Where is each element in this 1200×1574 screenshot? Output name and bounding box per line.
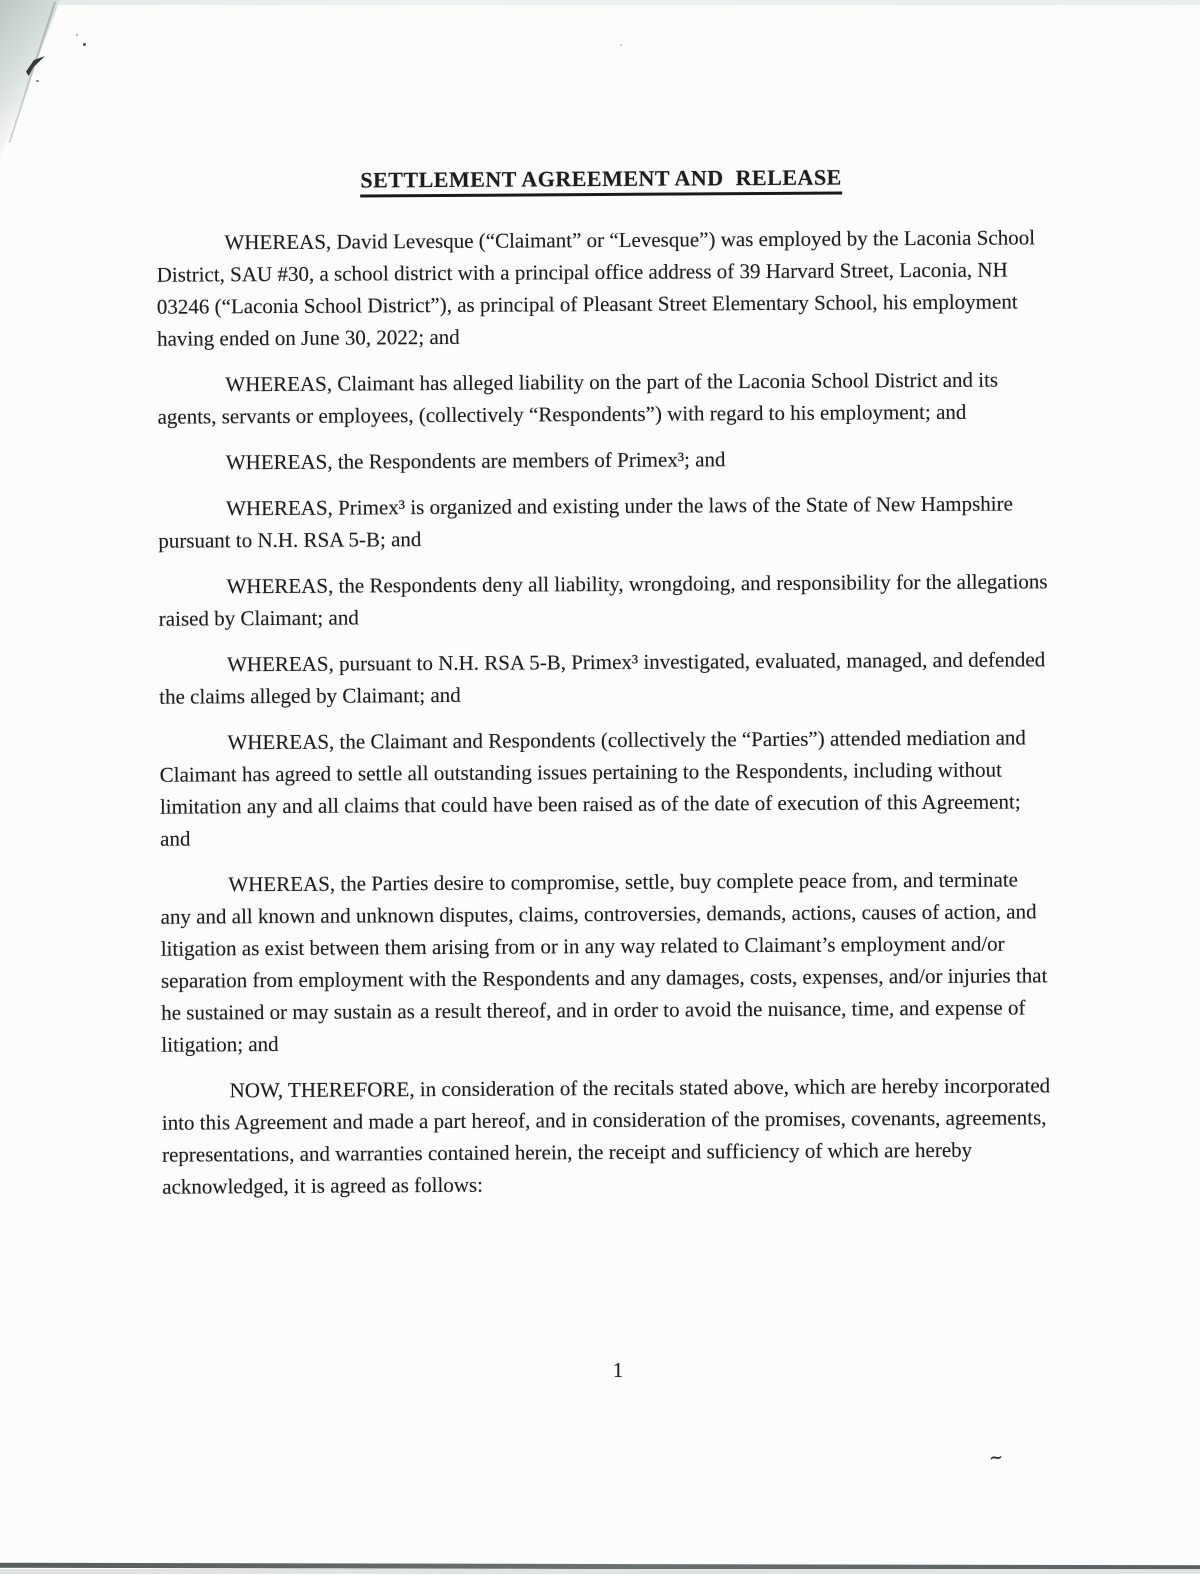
scan-artifact-top-edge-band [0, 0, 1200, 5]
recital-paragraph-1: WHEREAS, David Levesque (“Claimant” or “Levesque”) was employed by the Laconia School District, SAU #30, a school district with a principal office address of 39 Harvard Street, Laconia, NH 03246 (“Laconia School District”), as principal of Pleasant Street Elementary School, his employment having ended on June 30, 2022; and [156, 225, 1036, 351]
document-body [156, 163, 1052, 1216]
scan-artifact-speck [620, 44, 622, 46]
recital-paragraph-8: WHEREAS, the Parties desire to compromise, settle, buy complete peace from, and terminate any and all known and unknown disputes, claims, controversies, demands, actions, causes of action, and litigation as exist between them arising from or in any way related to Claimant’s employment and/or separation from employment with the Respondents and any damages, costs, expenses, and/or injuries that he sustained or may sustain as a result thereof, and in order to avoid the nuisance, time, and expense of litigation; and [160, 867, 1048, 1057]
document-title [156, 163, 1046, 194]
scan-artifact-speck [36, 80, 39, 82]
scan-artifact-speck [83, 43, 86, 46]
recital-paragraph-3: WHEREAS, the Respondents are members of Primex³; and [225, 447, 726, 475]
recital-paragraph-6: WHEREAS, pursuant to N.H. RSA 5-B, Primex³ investigated, evaluated, managed, and defended the claims alleged by Claimant; and [159, 647, 1046, 709]
scan-artifact-speck [76, 34, 78, 36]
now-therefore-paragraph: NOW, THEREFORE, in consideration of the recitals stated above, which are hereby incorporated into this Agreement and made a part hereof, and in consideration of the promises, covenants, agreements, representations, and warranties contained herein, the receipt and sufficiency of which are hereby acknowledged, it is agreed as follows: [161, 1073, 1051, 1199]
recital-paragraph-2: WHEREAS, Claimant has alleged liability on the part of the Laconia School District and its agents, servants or employees, (collectively “Respondents”) with regard to his employment; and [157, 367, 999, 429]
scan-artifact-bottom-strip [0, 1569, 1200, 1574]
recital-paragraph-4: WHEREAS, Primex³ is organized and existing under the laws of the State of New Hampshire pursuant to N.H. RSA 5-B; and [158, 491, 1013, 553]
document-title-text: SETTLEMENT AGREEMENT AND RELEASE [360, 165, 842, 198]
recital-paragraph-7: WHEREAS, the Claimant and Respondents (collectively the “Parties”) attended mediation and Claimant has agreed to settle all outstanding issues pertaining to the Respondents, including without limitation any and all claims that could have been raised as of the date of execution of this Agreement; and [159, 725, 1026, 851]
scan-artifact-squiggle: ~ [987, 1447, 1005, 1469]
page-number: 1 [612, 1358, 624, 1382]
recital-paragraph-5: WHEREAS, the Respondents deny all liability, wrongdoing, and responsibility for the allegations raised by Claimant; and [158, 569, 1048, 631]
